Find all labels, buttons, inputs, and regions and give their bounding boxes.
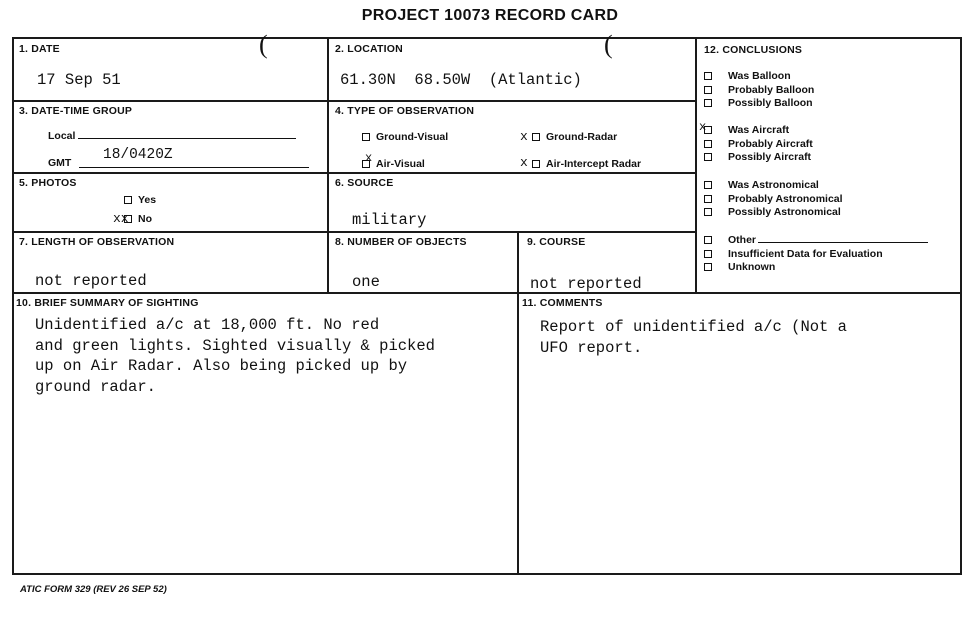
- comments-line: UFO report.: [540, 339, 643, 357]
- checkbox-icon: [704, 208, 712, 216]
- gmt-line: [79, 167, 309, 168]
- date-label: 1. DATE: [19, 43, 60, 55]
- gmt-value: 18/0420Z: [103, 147, 173, 163]
- date-value: 17 Sep 51: [37, 71, 121, 89]
- checkbox-icon: [704, 140, 712, 148]
- checkbox-icon: [532, 133, 540, 141]
- divider: [12, 231, 697, 233]
- divider: [517, 231, 519, 575]
- number-of-objects-label: 8. NUMBER OF OBJECTS: [335, 236, 467, 248]
- location-label: 2. LOCATION: [335, 43, 403, 55]
- type-of-observation-label: 4. TYPE OF OBSERVATION: [335, 105, 475, 117]
- option-ground-radar: Ground-Radar: [532, 131, 617, 143]
- photos-no: No: [124, 213, 152, 225]
- local-label: Local: [48, 130, 296, 142]
- location-value: 61.30N 68.50W (Atlantic): [340, 71, 582, 89]
- checkbox-icon: [704, 99, 712, 107]
- length-of-observation-value: not reported: [35, 272, 147, 290]
- form-number: ATIC FORM 329 (REV 26 SEP 52): [20, 584, 167, 595]
- conclusions-group-aircraft: Was Aircraft Probably Aircraft Possibly Aircraft: [704, 124, 813, 165]
- source-label: 6. SOURCE: [335, 177, 394, 189]
- checkbox-icon: [704, 236, 712, 244]
- course-value: not reported: [530, 275, 642, 293]
- checkbox-icon: [704, 153, 712, 161]
- x-mark: xx: [113, 211, 129, 226]
- gmt-label: GMT: [48, 157, 72, 169]
- summary-line: and green lights. Sighted visually & picked: [35, 337, 435, 355]
- divider: [12, 292, 962, 294]
- x-mark: x: [699, 120, 707, 134]
- comments-label: 11. COMMENTS: [522, 297, 603, 309]
- option-ground-visual: Ground-Visual: [362, 131, 448, 143]
- divider: [12, 172, 697, 174]
- bracket-mark: (: [604, 30, 613, 59]
- checkbox-icon: [704, 72, 712, 80]
- divider: [12, 100, 697, 102]
- source-value: military: [352, 211, 427, 229]
- x-mark: x: [520, 155, 528, 170]
- conclusions-group-astronomical: Was Astronomical Probably Astronomical Possibly Astronomical: [704, 179, 843, 220]
- checkbox-icon: [532, 160, 540, 168]
- checkbox-icon: [704, 86, 712, 94]
- x-mark: x: [520, 129, 528, 144]
- length-of-observation-label: 7. LENGTH OF OBSERVATION: [19, 236, 175, 248]
- checkbox-icon: [704, 195, 712, 203]
- card-title: PROJECT 10073 RECORD CARD: [361, 7, 619, 24]
- checkbox-icon: [124, 196, 132, 204]
- conclusions-group-balloon: Was Balloon Probably Balloon Possibly Balloon: [704, 70, 814, 111]
- summary-line: ground radar.: [35, 378, 156, 396]
- check-mark: x: [365, 151, 373, 165]
- comments-line: Report of unidentified a/c (Not a: [540, 318, 847, 336]
- option-air-visual: Air-Visual: [362, 158, 425, 170]
- divider: [327, 37, 329, 292]
- conclusions-label: 12. CONCLUSIONS: [704, 44, 803, 56]
- checkbox-icon: [362, 133, 370, 141]
- checkbox-icon: [704, 263, 712, 271]
- photos-yes: Yes: [124, 194, 156, 206]
- photos-label: 5. PHOTOS: [19, 177, 77, 189]
- bracket-mark: (: [259, 30, 268, 59]
- checkbox-icon: [704, 250, 712, 258]
- number-of-objects-value: one: [352, 273, 380, 291]
- checkbox-icon: [704, 181, 712, 189]
- course-label: 9. COURSE: [527, 236, 586, 248]
- date-time-group-label: 3. DATE-TIME GROUP: [19, 105, 133, 117]
- summary-line: up on Air Radar. Also being picked up by: [35, 357, 408, 375]
- divider: [695, 37, 697, 292]
- option-air-intercept-radar: Air-Intercept Radar: [532, 158, 641, 170]
- brief-summary-label: 10. BRIEF SUMMARY OF SIGHTING: [16, 297, 199, 309]
- conclusions-group-other: Other Insufficient Data for Evaluation Unknown: [704, 234, 928, 275]
- summary-line: Unidentified a/c at 18,000 ft. No red: [35, 316, 380, 334]
